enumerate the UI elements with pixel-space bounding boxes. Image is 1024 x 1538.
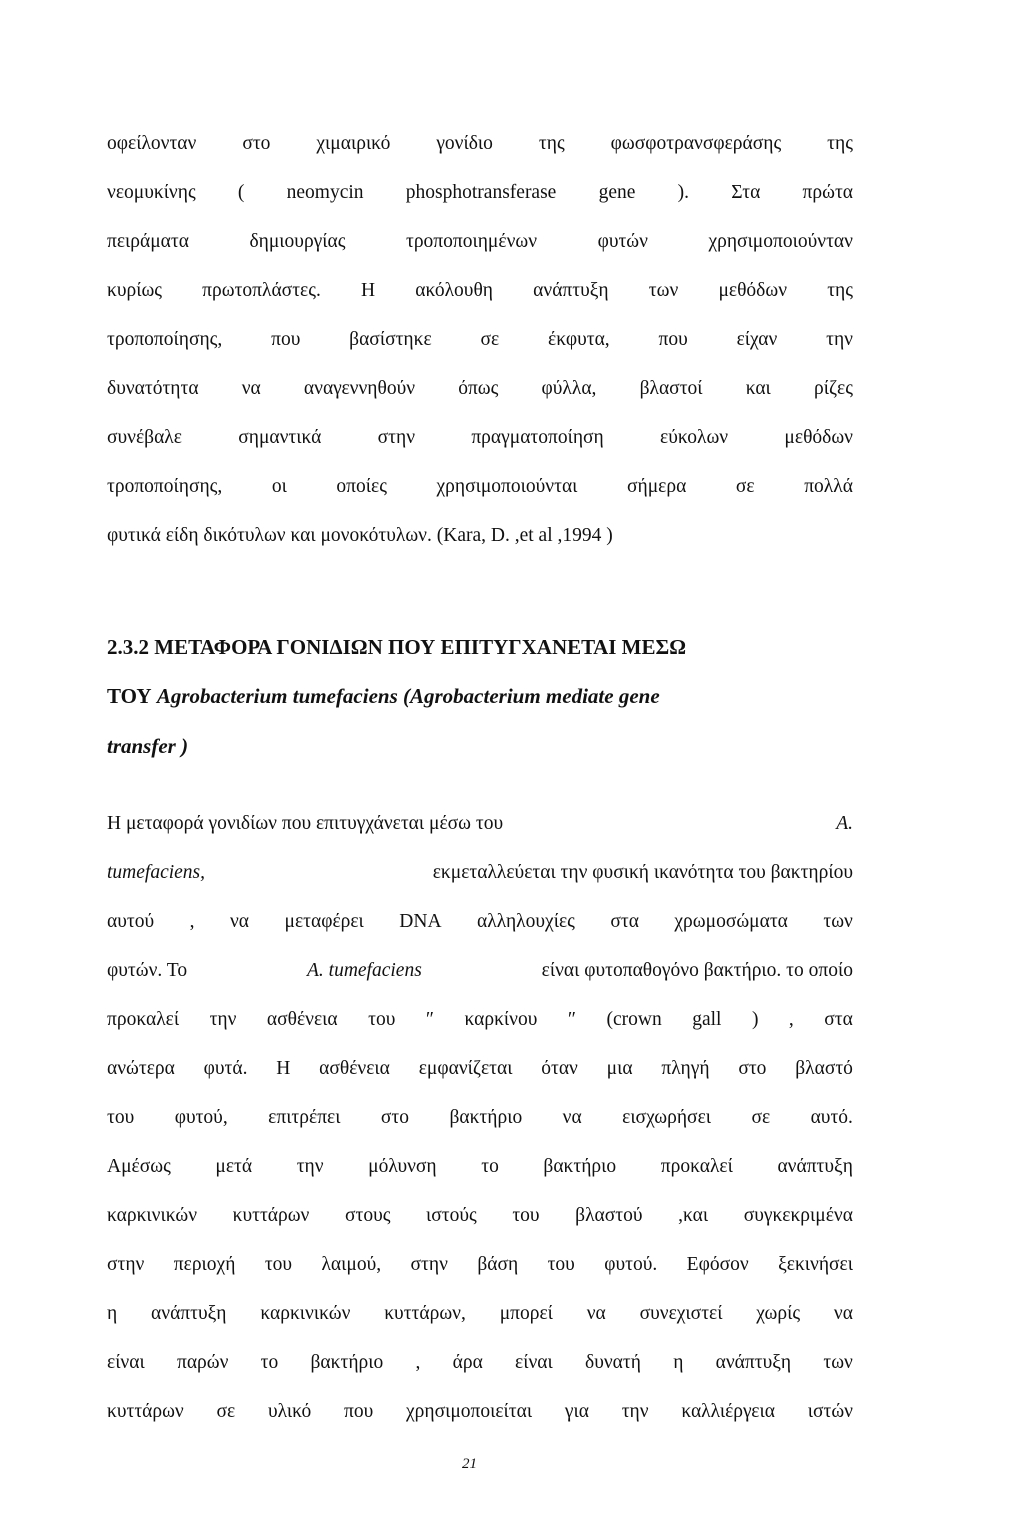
word: πρώτα (802, 182, 853, 203)
word: βακτήριο (449, 1107, 523, 1128)
word: χωρίς (756, 1303, 801, 1324)
paragraph-body-line-9 (107, 1204, 853, 1228)
word: που (658, 329, 688, 350)
word: σημαντικά (238, 427, 322, 448)
word: όπως (458, 378, 499, 399)
word: των (823, 1352, 853, 1373)
word: οφείλονταν (107, 133, 197, 154)
word: ″ (425, 1009, 434, 1030)
word: γονίδιο (436, 133, 493, 154)
word: Αμέσως (107, 1156, 171, 1177)
word: οποίες (336, 476, 387, 497)
word: οι (271, 476, 287, 497)
paragraph-body-line-4 (107, 959, 853, 983)
word: των (823, 911, 853, 932)
word: των (648, 280, 679, 301)
word: αυτού (107, 911, 155, 932)
word: πειράματα (107, 231, 189, 252)
heading-organism: Agrobacterium tumefaciens (Agrobacterium mediate gene (156, 684, 660, 708)
word: κυττάρων (232, 1205, 310, 1226)
word: ) (751, 1009, 759, 1030)
organism-species: tumefaciens, (107, 862, 206, 883)
word: κυττάρων, (384, 1303, 466, 1324)
word: , (415, 1352, 421, 1373)
word: πρωτοπλάστες. (202, 280, 321, 301)
word: ). (677, 182, 689, 203)
word: αλληλουχίες (477, 911, 575, 932)
word: βλαστό (795, 1058, 853, 1079)
word: μετά (215, 1156, 253, 1177)
word: υλικό (267, 1401, 312, 1422)
word: ανάπτυξη (715, 1352, 792, 1373)
word: την (209, 1009, 237, 1030)
section-heading-line-3 (107, 733, 188, 759)
word: είναι (515, 1352, 553, 1373)
word: της (538, 133, 565, 154)
word: χρησιμοποιούνται (436, 476, 578, 497)
word: στα (824, 1009, 853, 1030)
word: Η (360, 280, 376, 301)
word: καρκινικών (107, 1205, 198, 1226)
word: συγκεκριμένα (743, 1205, 853, 1226)
word: στο (738, 1058, 767, 1079)
word: άρα (452, 1352, 483, 1373)
organism-abbrev: A. (836, 813, 853, 834)
word: φυτά. (203, 1058, 248, 1079)
paragraph-intro-line (107, 328, 853, 352)
word: δυνατότητα (107, 378, 199, 399)
word: ( (237, 182, 245, 203)
word: προκαλεί (660, 1156, 733, 1177)
word: ανάπτυξη (533, 280, 609, 301)
word: ξεκινήσει (778, 1254, 853, 1275)
word: που (271, 329, 301, 350)
word: τροποποίησης, (107, 329, 223, 350)
word: πληγή (661, 1058, 710, 1079)
word: καλλιέργεια (681, 1401, 775, 1422)
word: ,και (678, 1205, 709, 1226)
word: εμφανίζεται (418, 1058, 513, 1079)
word: φωσφοτρανσφεράσης (610, 133, 782, 154)
word: κυττάρων (107, 1401, 184, 1422)
line-text: εκμεταλλεύεται την φυσική ικανότητα του βακτηρίου (432, 862, 853, 883)
paragraph-intro-line (107, 230, 853, 254)
word: στους (344, 1205, 391, 1226)
word: ακόλουθη (415, 280, 493, 301)
word: σε (735, 476, 755, 497)
word: Εφόσον (686, 1254, 749, 1275)
word: εύκολων (660, 427, 729, 448)
word: πραγματοποίηση (471, 427, 604, 448)
line-text: Η μεταφορά γονιδίων που επιτυγχάνεται μέσω του (107, 813, 504, 834)
word: την (826, 329, 853, 350)
word: ρίζες (813, 378, 853, 399)
line-text-pre: φυτών. Το (107, 960, 188, 981)
paragraph-intro-line (107, 475, 853, 499)
word: ασθένεια (266, 1009, 338, 1030)
section-heading-line-1: 2.3.2 ΜΕΤΑΦΟΡΑ ΓΟΝΙΔΙΩΝ ΠΟΥ ΕΠΙΤΥΓΧΑΝΕΤΑΙ ΜΕΣΩ (107, 635, 687, 659)
word: βακτήριο (310, 1352, 384, 1373)
word: συνεχιστεί (639, 1303, 723, 1324)
word: σε (751, 1107, 771, 1128)
word: DNA (399, 911, 442, 932)
paragraph-body-line-12 (107, 1351, 853, 1375)
word: όταν (541, 1058, 578, 1079)
paragraph-intro-line (107, 426, 853, 450)
word: συνέβαλε (107, 427, 182, 448)
word: για (564, 1401, 589, 1422)
word: στην (107, 1254, 145, 1275)
word: να (229, 911, 250, 932)
paragraph-body-line-8 (107, 1155, 853, 1179)
word: gene (598, 182, 636, 203)
word: στο (380, 1107, 410, 1128)
word: βακτήριο (543, 1156, 617, 1177)
word: να (586, 1303, 606, 1324)
word: περιοχή (173, 1254, 236, 1275)
paragraph-body-line-3 (107, 910, 853, 934)
word: σήμερα (627, 476, 687, 497)
word: ασθένεια (319, 1058, 390, 1079)
word: την (296, 1156, 324, 1177)
word: καρκίνου (464, 1009, 538, 1030)
paragraph-body-line-1 (107, 812, 853, 836)
word: κυρίως (107, 280, 163, 301)
word: της (827, 280, 853, 301)
word: σε (216, 1401, 236, 1422)
word: χρησιμοποιείται (405, 1401, 533, 1422)
paragraph-body-line-13 (107, 1400, 853, 1424)
word: στο (242, 133, 271, 154)
paragraph-intro-line (107, 377, 853, 401)
word: του (512, 1205, 540, 1226)
word: neomycin (286, 182, 364, 203)
word: είναι (107, 1352, 145, 1373)
paragraph-intro-line (107, 132, 853, 156)
word: gall (692, 1009, 722, 1030)
word: (crown (606, 1009, 662, 1030)
word: να (241, 378, 261, 399)
word: στην (377, 427, 416, 448)
word: που (343, 1401, 374, 1422)
word: του (368, 1009, 396, 1030)
word: βάση (477, 1254, 519, 1275)
word: στα (610, 911, 639, 932)
heading-prefix: ΤΟΥ (107, 684, 152, 708)
word: μεθόδων (718, 280, 788, 301)
word: μια (606, 1058, 633, 1079)
word: χρησιμοποιούνταν (708, 231, 853, 252)
word: εισχωρήσει (622, 1107, 712, 1128)
word: Στα (731, 182, 761, 203)
word: Η (276, 1058, 291, 1079)
paragraph-body-line-2 (107, 861, 853, 885)
word: είχαν (736, 329, 778, 350)
word: φύλλα, (541, 378, 597, 399)
word: η (673, 1352, 684, 1373)
page-number: 21 (462, 1456, 477, 1472)
word: τροποποίησης, (107, 476, 223, 497)
word: ανάπτυξη (151, 1303, 227, 1324)
word: το (260, 1352, 279, 1373)
word: μεταφέρει (284, 911, 364, 932)
word: μόλυνση (368, 1156, 437, 1177)
word: ιστούς (426, 1205, 477, 1226)
paragraph-body-line-10 (107, 1253, 853, 1277)
word: φυτού, (174, 1107, 228, 1128)
word: χιμαιρικό (316, 133, 391, 154)
line-text-post: είναι φυτοπαθογόνο βακτήριο. το οποίο (541, 960, 853, 981)
word: φυτού. (604, 1254, 658, 1275)
word: την (621, 1401, 649, 1422)
word: και (745, 378, 771, 399)
word: αναγεννηθούν (303, 378, 416, 399)
word: ″ (567, 1009, 576, 1030)
paragraph-body-line-5 (107, 1008, 853, 1032)
word: , (788, 1009, 794, 1030)
word: ιστών (807, 1401, 853, 1422)
word: αυτό. (810, 1107, 853, 1128)
organism-name: A. tumefaciens (306, 960, 422, 981)
word: του (264, 1254, 293, 1275)
word: μπορεί (499, 1303, 553, 1324)
heading-transfer: transfer ) (107, 734, 189, 758)
word: το (481, 1156, 499, 1177)
word: σε (480, 329, 500, 350)
word: ανώτερα (107, 1058, 175, 1079)
word: βλαστοί (639, 378, 703, 399)
word: να (833, 1303, 853, 1324)
word: μεθόδων (784, 427, 853, 448)
word: δυνατή (585, 1352, 641, 1373)
word: στην (410, 1254, 448, 1275)
word: η (107, 1303, 118, 1324)
paragraph-intro-line (107, 181, 853, 205)
paragraph-body-line-7 (107, 1106, 853, 1130)
word: έκφυτα, (548, 329, 610, 350)
paragraph-body-line-6 (107, 1057, 853, 1081)
word: τροποποιημένων (405, 231, 538, 252)
word: νεομυκίνης (107, 182, 196, 203)
word: του (547, 1254, 575, 1275)
word: ανάπτυξη (777, 1156, 853, 1177)
word: να (562, 1107, 582, 1128)
word: λαιμού, (321, 1254, 382, 1275)
section-heading-line-2 (107, 683, 660, 709)
paragraph-body-line-11 (107, 1302, 853, 1326)
word: της (827, 133, 853, 154)
word: βασίστηκε (349, 329, 432, 350)
word: , (189, 911, 195, 932)
word: καρκινικών (260, 1303, 351, 1324)
word: phosphotransferase (405, 182, 557, 203)
word: προκαλεί (107, 1009, 180, 1030)
word: επιτρέπει (268, 1107, 341, 1128)
word: φυτών (597, 231, 648, 252)
word: βλαστού (575, 1205, 643, 1226)
word: δημιουργίας (249, 231, 346, 252)
word: παρών (176, 1352, 229, 1373)
word: πολλά (804, 476, 853, 497)
paragraph-intro-line (107, 279, 853, 303)
paragraph-intro-line: φυτικά είδη δικότυλων και μονοκότυλων. (Kara, D. ,et al ,1994 ) (107, 525, 613, 546)
word: χρωμοσώματα (674, 911, 788, 932)
word: του (107, 1107, 135, 1128)
